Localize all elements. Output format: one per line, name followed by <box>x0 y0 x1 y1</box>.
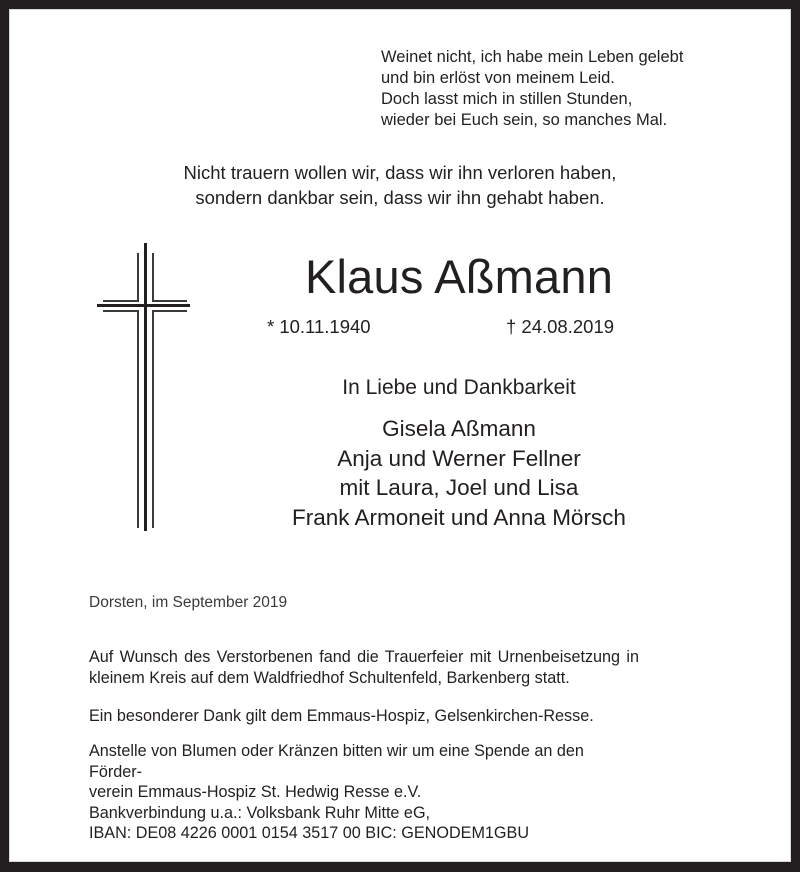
mourners-intro: In Liebe und Dankbarkeit <box>342 376 576 399</box>
iban-bic: IBAN: DE08 4226 0001 0154 3517 00 BIC: GENODEM1GBU <box>89 824 530 842</box>
donation-note <box>89 741 639 844</box>
donation-line: Anstelle von Blumen oder Kränzen bitten wir um eine Spende an den Förder- <box>89 742 584 781</box>
mourner-name: Gisela Aßmann <box>382 416 536 441</box>
place-and-date: Dorsten, im September 2019 <box>89 594 288 611</box>
quote-line: sondern dankbar sein, dass wir ihn gehabt haben. <box>195 187 605 208</box>
hospice-thanks: Ein besonderer Dank gilt dem Emmaus-Hospiz, Gelsenkirchen-Resse. <box>89 707 594 725</box>
bank-details: Bankverbindung u.a.: Volksbank Ruhr Mitte eG, <box>89 803 431 822</box>
quote-line: Nicht trauern wollen wir, dass wir ihn verloren haben, <box>183 162 617 183</box>
funeral-note-line: Auf Wunsch des Verstorbenen fand die Trauerfeier mit Urnenbeisetzung in <box>89 648 639 666</box>
mourners-list <box>159 414 759 532</box>
poem-line: Doch lasst mich in stillen Stunden, <box>381 90 633 108</box>
death-date: † 24.08.2019 <box>506 316 615 337</box>
donation-line: verein Emmaus-Hospiz St. Hedwig Resse e.V. <box>89 783 422 801</box>
mourner-name: Anja und Werner Fellner <box>337 445 581 471</box>
birth-date: * 10.11.1940 <box>267 316 371 337</box>
poem-line: wieder bei Euch sein, so manches Mal. <box>381 111 668 129</box>
obituary-notice <box>9 9 791 862</box>
funeral-note-line: kleinem Kreis auf dem Waldfriedhof Schultenfeld, Barkenberg statt. <box>89 668 570 687</box>
deceased-name: Klaus Aßmann <box>304 250 614 303</box>
mourner-name: mit Laura, Joel und Lisa <box>339 475 579 500</box>
funeral-note <box>89 647 639 688</box>
poem-line: Weinet nicht, ich habe mein Leben gelebt <box>381 48 684 66</box>
poem-line: und bin erlöst von meinem Leid. <box>381 69 615 87</box>
mourner-name: Frank Armoneit und Anna Mörsch <box>292 504 626 530</box>
